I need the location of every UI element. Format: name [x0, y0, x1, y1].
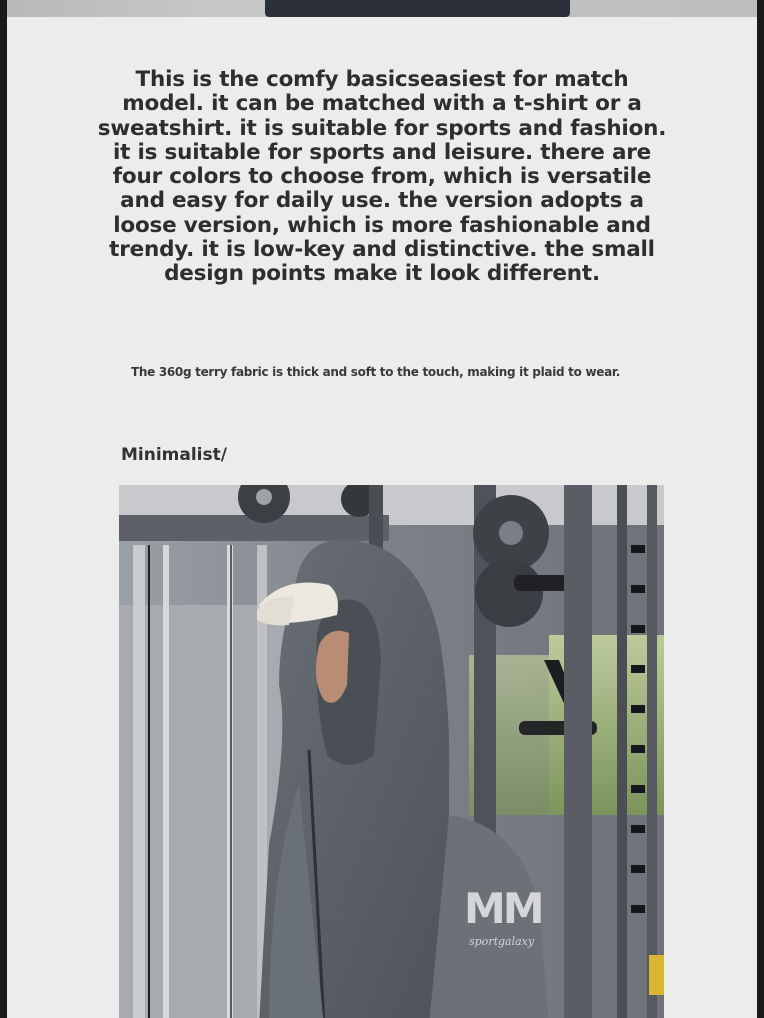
section-label: Minimalist/ — [121, 445, 227, 465]
fabric-description: The 360g terry fabric is thick and soft to the touch, making it plaid to wear. — [130, 365, 621, 379]
sleeve-logo-text: MM — [464, 884, 542, 933]
previous-photo-edge — [7, 0, 757, 17]
sleeve-logo-script: sportgalaxy — [469, 935, 535, 948]
garment-edge — [265, 0, 570, 17]
gym-photo-illustration — [119, 485, 664, 1018]
product-detail-page — [7, 0, 757, 1018]
product-photo-gym[interactable] — [119, 485, 664, 1018]
sleeve-logo — [464, 884, 542, 948]
product-description-headline: This is the comfy basicseasiest for match model. it can be matched with a t-shirt or a sweatshirt. it is suitable for sports and fashion. it is suitable for sports and leisure. there are four colors to choose from, which is versatile and easy for daily use. the version adopts a loose version, which is more fashionable and trendy. it is low-key and distinctive. the small design points make it look different. — [97, 67, 667, 287]
